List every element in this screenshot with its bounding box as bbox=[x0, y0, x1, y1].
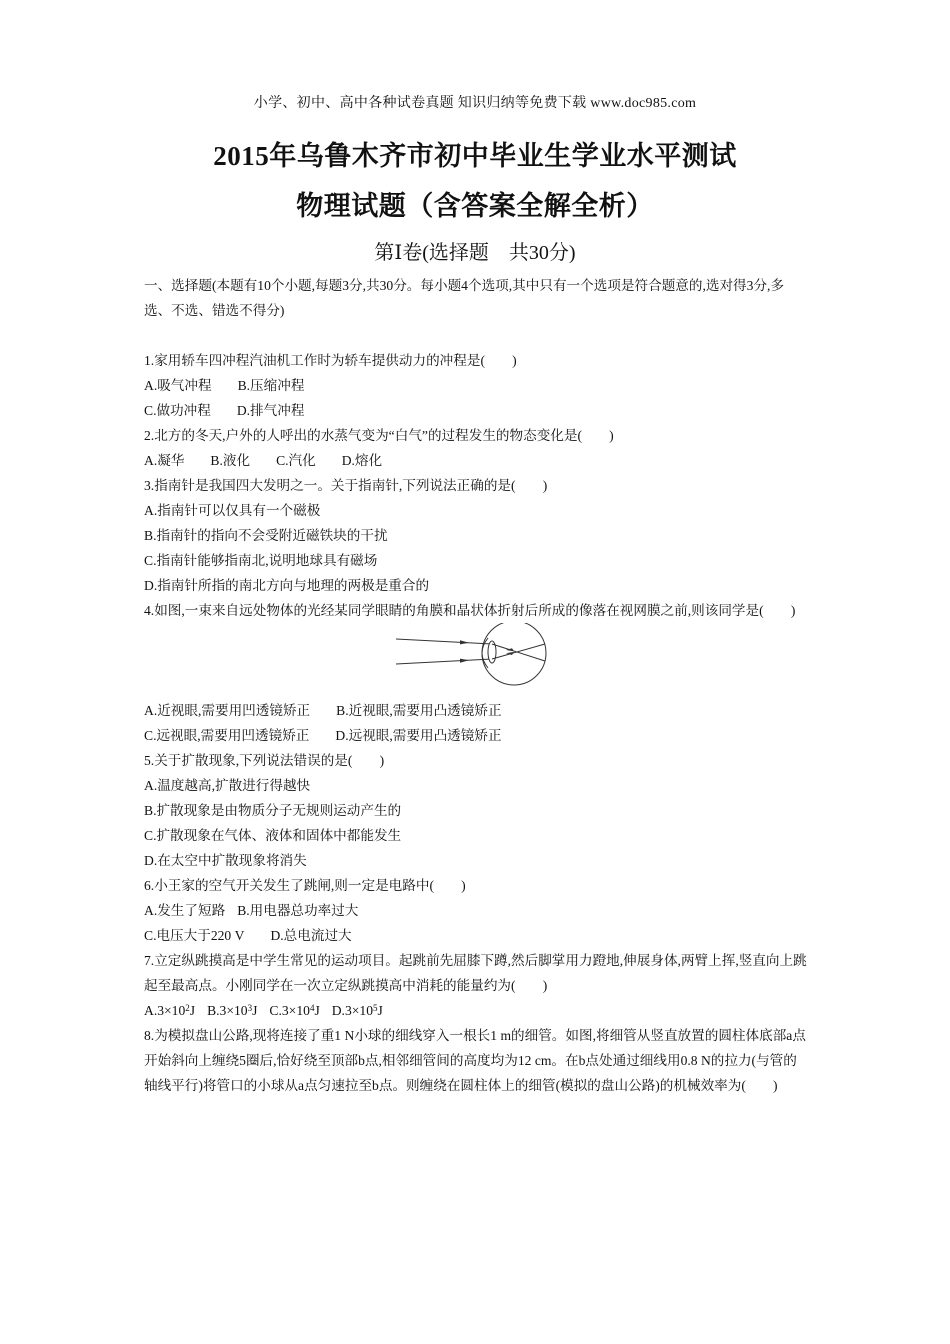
question-6-options-row-1 bbox=[144, 898, 808, 923]
question-1-option-b: B.压缩冲程 bbox=[237, 378, 305, 393]
question-6-stem: 6.小王家的空气开关发生了跳闸,则一定是电路中( ) bbox=[144, 878, 466, 893]
question-2-option-a: A.凝华 bbox=[144, 453, 185, 468]
question-2-options bbox=[144, 448, 808, 473]
question-list bbox=[144, 273, 808, 1098]
question-4-option-b: B.近视眼,需要用凸透镜矫正 bbox=[336, 703, 502, 718]
question-7-option-b bbox=[207, 998, 257, 1023]
question-7-option-c-base: C.3×10 bbox=[269, 1003, 310, 1018]
question-6-option-a: A.发生了短路 bbox=[144, 903, 226, 918]
question-3-stem: 3.指南针是我国四大发明之一。关于指南针,下列说法正确的是( ) bbox=[144, 478, 548, 493]
question-5-option-d: D.在太空中扩散现象将消失 bbox=[144, 853, 307, 868]
light-ray-lower bbox=[396, 659, 492, 664]
question-7-option-d-base: D.3×10 bbox=[331, 1003, 374, 1018]
question-7-option-c-unit: J bbox=[314, 1003, 320, 1018]
question-4-options-row-1 bbox=[144, 698, 808, 723]
question-2-stem: 2.北方的冬天,户外的人呼出的水蒸气变为“白气”的过程发生的物态变化是( ) bbox=[144, 428, 614, 443]
exam-subtitle: 物理试题（含答案全解全析） bbox=[296, 191, 654, 221]
question-5-option-b: B.扩散现象是由物质分子无规则运动产生的 bbox=[144, 803, 402, 818]
question-7-option-d-unit: J bbox=[377, 1003, 383, 1018]
question-6-options-row-2 bbox=[144, 923, 808, 948]
question-4-option-d: D.远视眼,需要用凸透镜矫正 bbox=[335, 728, 502, 743]
question-7-options bbox=[144, 998, 808, 1023]
site-header: 小学、初中、高中各种试卷真题 知识归纳等免费下载 www.doc985.com bbox=[253, 96, 697, 111]
question-7-option-a-base: A.3×10 bbox=[144, 1003, 186, 1018]
question-3-option-b: B.指南针的指向不会受附近磁铁块的干扰 bbox=[144, 528, 388, 543]
question-7-stem: 7.立定纵跳摸高是中学生常见的运动项目。起跳前先屈膝下蹲,然后脚掌用力蹬地,伸展身体,两臂上挥,竖直向上跳起至最高点。小刚同学在一次立定纵跳摸高中消耗的能量约为( ) bbox=[144, 953, 807, 993]
question-1-option-a: A.吸气冲程 bbox=[144, 378, 212, 393]
question-7-option-d bbox=[332, 998, 383, 1023]
question-3-option-c: C.指南针能够指南北,说明地球具有磁场 bbox=[144, 553, 378, 568]
question-7-option-d-exponent: 5 bbox=[373, 1003, 378, 1013]
question-4-options-row-2 bbox=[144, 723, 808, 748]
question-7-option-b-unit: J bbox=[252, 1003, 258, 1018]
question-1-option-d: D.排气冲程 bbox=[236, 403, 305, 418]
light-ray-upper bbox=[396, 639, 492, 644]
question-8-stem: 8.为模拟盘山公路,现将连接了重1 N小球的细线穿入一根长1 m的细管。如图,将细管从竖直放置的圆柱体底部a点开始斜向上缠绕5圈后,恰好绕至顶部b点,相邻细管间的高度均为12 cm。在b点处通过细线用0.8 N的拉力(与管的轴线平行)将管口的小球从a点匀速拉至b点。则缠绕在圆柱体上的细管(模拟的盘山公路)的机械效率为( ) bbox=[144, 1028, 806, 1093]
question-3-option-a: A.指南针可以仅具有一个磁极 bbox=[144, 503, 321, 518]
cornea bbox=[482, 638, 488, 668]
question-6-option-d: D.总电流过大 bbox=[270, 928, 352, 943]
question-4-stem: 4.如图,一束来自远处物体的光经某同学眼睛的角膜和晶状体折射后所成的像落在视网膜之前,则该同学是( ) bbox=[144, 603, 796, 618]
question-7-option-a-exponent: 2 bbox=[185, 1003, 190, 1013]
question-7-option-c-exponent: 4 bbox=[309, 1003, 315, 1013]
instructions: 一、选择题(本题有10个小题,每题3分,共30分。每小题4个选项,其中只有一个选项是符合题意的,选对得3分,多选、不选、错选不得分) bbox=[144, 278, 785, 318]
eye-diagram-svg bbox=[394, 623, 559, 688]
question-6-option-b: B.用电器总功率过大 bbox=[237, 903, 359, 918]
question-1-options-row-1 bbox=[144, 373, 808, 398]
question-7-option-b-base: B.3×10 bbox=[207, 1003, 248, 1018]
question-5-option-a: A.温度越高,扩散进行得越快 bbox=[144, 778, 311, 793]
question-3-option-d: D.指南针所指的南北方向与地理的两极是重合的 bbox=[144, 578, 430, 593]
eye-diagram bbox=[144, 623, 808, 688]
question-2-option-c: C.汽化 bbox=[276, 453, 316, 468]
question-6-option-c: C.电压大于220 V bbox=[144, 928, 245, 943]
question-1-stem: 1.家用轿车四冲程汽油机工作时为轿车提供动力的冲程是( ) bbox=[144, 353, 517, 368]
section-title: 第Ⅰ卷(选择题 共30分) bbox=[374, 242, 576, 264]
question-4-option-a: A.近视眼,需要用凹透镜矫正 bbox=[144, 703, 311, 718]
question-5-stem: 5.关于扩散现象,下列说法错误的是( ) bbox=[144, 753, 385, 768]
question-7-option-c bbox=[269, 998, 319, 1023]
question-1-option-c: C.做功冲程 bbox=[144, 403, 211, 418]
question-7-option-a bbox=[144, 998, 195, 1023]
question-7-option-b-exponent: 3 bbox=[247, 1003, 253, 1013]
question-5-option-c: C.扩散现象在气体、液体和固体中都能发生 bbox=[144, 828, 402, 843]
question-2-option-b: B.液化 bbox=[210, 453, 251, 468]
question-1-options-row-2 bbox=[144, 398, 808, 423]
question-2-option-d: D.熔化 bbox=[341, 453, 383, 468]
question-4-option-c: C.远视眼,需要用凹透镜矫正 bbox=[144, 728, 310, 743]
exam-title: 2015年乌鲁木齐市初中毕业生学业水平测试 bbox=[213, 141, 737, 171]
question-7-option-a-unit: J bbox=[189, 1003, 196, 1018]
